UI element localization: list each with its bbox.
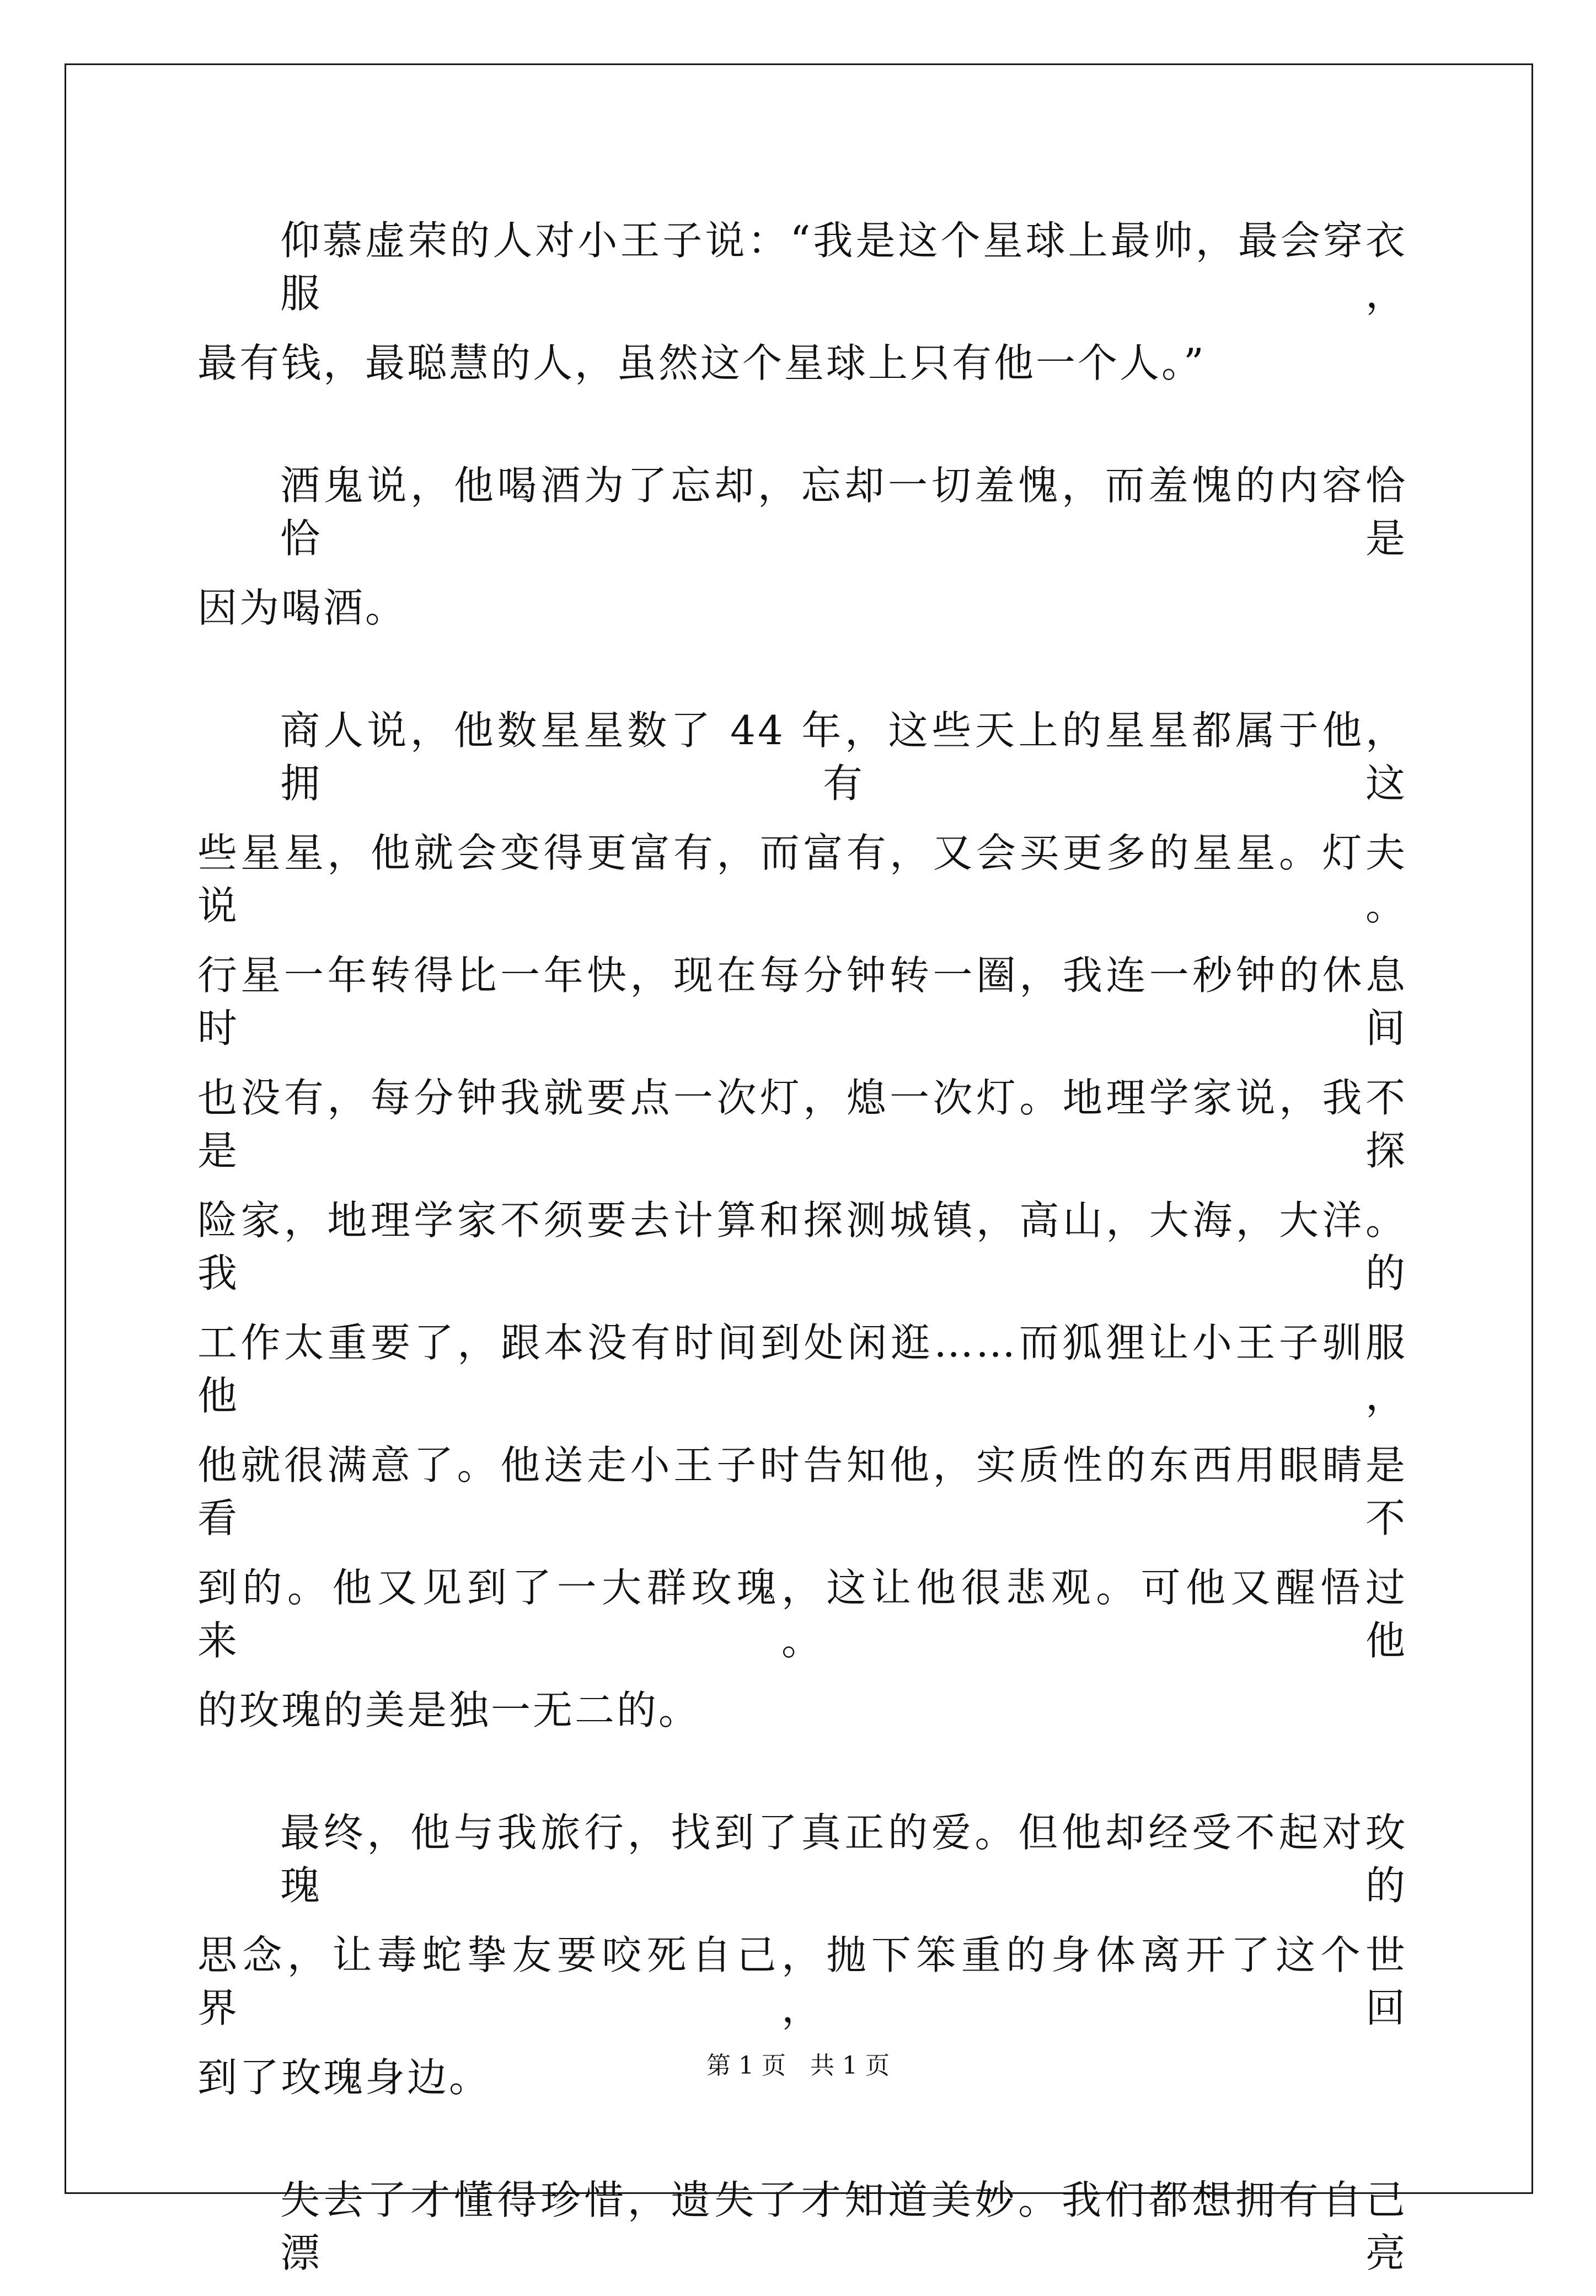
text-line: 些星星，他就会变得更富有，而富有，又会买更多的星星。灯夫说。 (197, 830, 1407, 929)
text-line: 到了玫瑰身边。 (197, 2054, 491, 2101)
text-line: 险家，地理学家不须要去计算和探测城镇，高山，大海，大洋。我的 (197, 1197, 1407, 1296)
text-line: 他就很满意了。他送走小王子时告知他，实质性的东西用眼睛是看不 (197, 1442, 1407, 1541)
page-number-footer: 第 1 页 共 1 页 (706, 2052, 890, 2080)
text-line: 失去了才懂得珍惜，遗失了才知道美妙。我们都想拥有自己漂亮 (280, 2177, 1407, 2276)
text-line: 商人说，他数星星数了 44 年，这些天上的星星都属于他，拥有这 (280, 707, 1407, 807)
text-line: 思念，让毒蛇挚友要咬死自己，抛下笨重的身体离开了这个世界，回 (197, 1932, 1407, 2031)
text-line: 最终，他与我旅行，找到了真正的爱。但他却经受不起对玫瑰的 (280, 1809, 1407, 1909)
document-body (197, 214, 1407, 2296)
text-line: 因为喝酒。 (197, 585, 408, 631)
text-line: 最有钱，最聪慧的人，虽然这个星球上只有他一个人。” (197, 340, 1206, 386)
text-line: 酒鬼说，他喝酒为了忘却，忘却一切羞愧，而羞愧的内容恰恰是 (280, 462, 1407, 562)
text-line: 行星一年转得比一年快，现在每分钟转一圈，我连一秒钟的休息时间 (197, 952, 1407, 1051)
text-line: 到的。他又见到了一大群玫瑰，这让他很悲观。可他又醒悟过来。他 (197, 1565, 1407, 1664)
text-line: 的玫瑰的美是独一无二的。 (197, 1687, 701, 1733)
text-line: 也没有，每分钟我就要点一次灯，熄一次灯。地理学家说，我不是探 (197, 1075, 1407, 1174)
text-line: 工作太重要了，跟本没有时间到处闲逛……而狐狸让小王子驯服他， (197, 1320, 1407, 1419)
text-line: 仰慕虚荣的人对小王子说：“我是这个星球上最帅，最会穿衣服， (280, 217, 1407, 317)
